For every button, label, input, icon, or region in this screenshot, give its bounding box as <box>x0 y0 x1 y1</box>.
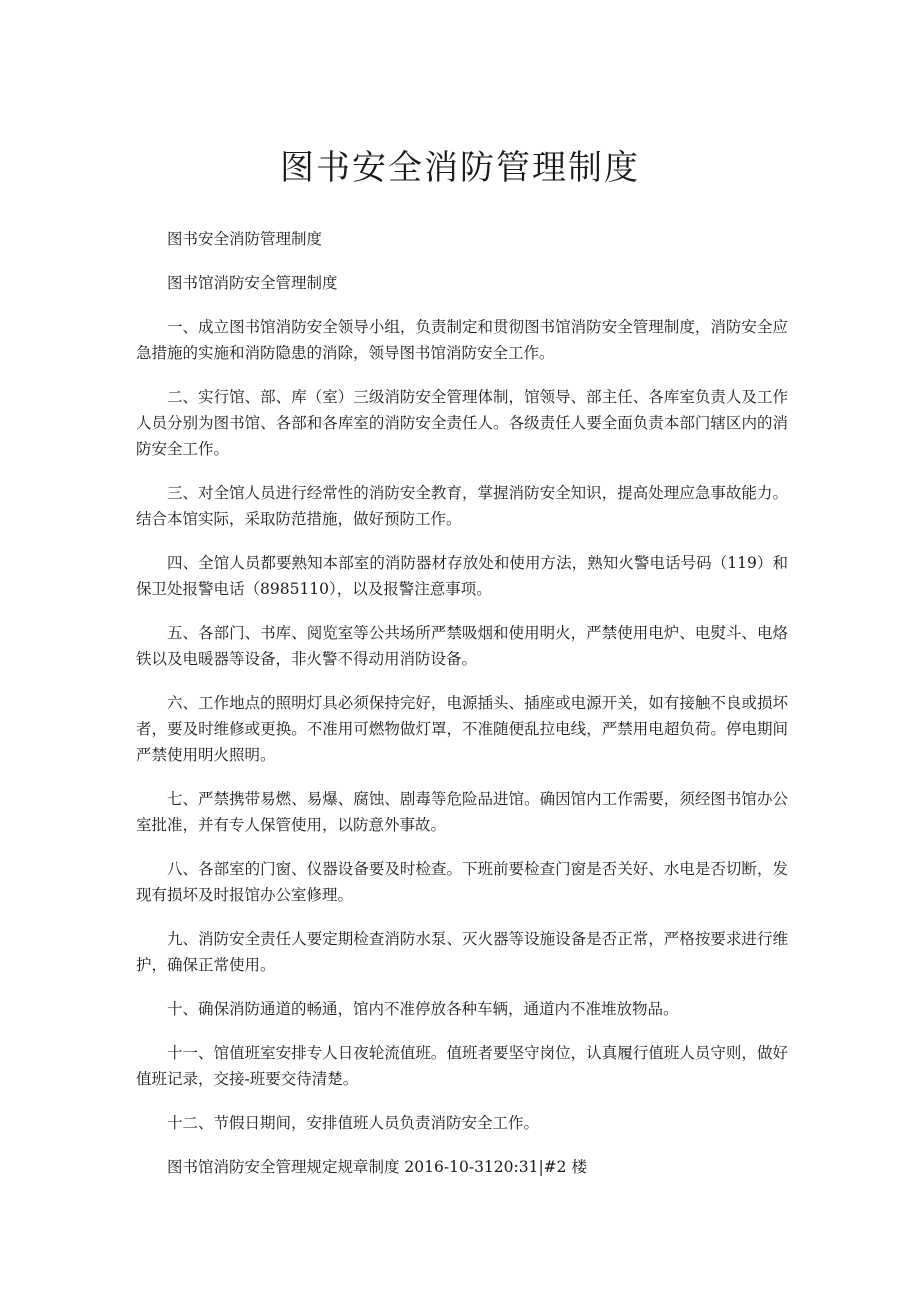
paragraph-rule-4: 四、全馆人员都要熟知本部室的消防器材存放处和使用方法，熟知火警电话号码（119）和保卫处报警电话（8985110），以及报警注意事项。 <box>136 554 788 598</box>
paragraph-rule-8: 八、各部室的门窗、仪器设备要及时检查。下班前要检查门窗是否关好、水电是否切断，发现有损坏及时报馆办公室修理。 <box>136 860 788 904</box>
paragraph-subtitle: 图书安全消防管理制度 <box>167 230 323 248</box>
paragraph-rule-5: 五、各部门、书库、阅览室等公共场所严禁吸烟和使用明火，严禁使用电炉、电熨斗、电烙铁以及电暖器等设备，非火警不得动用消防设备。 <box>136 624 788 668</box>
paragraph-rule-1: 一、成立图书馆消防安全领导小组，负责制定和贯彻图书馆消防安全管理制度，消防安全应急措施的实施和消防隐患的消除，领导图书馆消防安全工作。 <box>136 318 788 362</box>
paragraph-rule-3: 三、对全馆人员进行经常性的消防安全教育，掌握消防安全知识，提高处理应急事故能力。结合本馆实际，采取防范措施，做好预防工作。 <box>136 484 788 528</box>
paragraph-rule-9: 九、消防安全责任人要定期检查消防水泵、灭火器等设施设备是否正常，严格按要求进行维护，确保正常使用。 <box>136 930 788 974</box>
document-body <box>136 226 788 1198</box>
paragraph-rule-2: 二、实行馆、部、库（室）三级消防安全管理体制，馆领导、部主任、各库室负责人及工作人员分别为图书馆、各部和各库室的消防安全责任人。各级责任人要全面负责本部门辖区内的消防安全工作。 <box>136 388 788 458</box>
page-title: 图书安全消防管理制度 <box>280 148 640 188</box>
paragraph-footer: 图书馆消防安全管理规定规章制度 2016-10-3120:31|#2 楼 <box>167 1158 587 1176</box>
paragraph-rule-10: 十、确保消防通道的畅通，馆内不准停放各种车辆，通道内不准堆放物品。 <box>167 1000 679 1018</box>
paragraph-rule-6: 六、工作地点的照明灯具必须保持完好，电源插头、插座或电源开关，如有接触不良或损坏者，要及时维修或更换。不准用可燃物做灯罩，不准随便乱拉电线，严禁用电超负荷。停电期间严禁使用明火照明。 <box>136 694 788 764</box>
paragraph-heading: 图书馆消防安全管理制度 <box>167 274 338 292</box>
paragraph-rule-11: 十一、馆值班室安排专人日夜轮流值班。值班者要坚守岗位，认真履行值班人员守则，做好值班记录，交接-班要交待清楚。 <box>136 1044 788 1088</box>
paragraph-rule-12: 十二、节假日期间，安排值班人员负责消防安全工作。 <box>167 1114 540 1132</box>
paragraph-rule-7: 七、严禁携带易燃、易爆、腐蚀、剧毒等危险品进馆。确因馆内工作需要，须经图书馆办公室批准，并有专人保管使用，以防意外事故。 <box>136 790 788 834</box>
